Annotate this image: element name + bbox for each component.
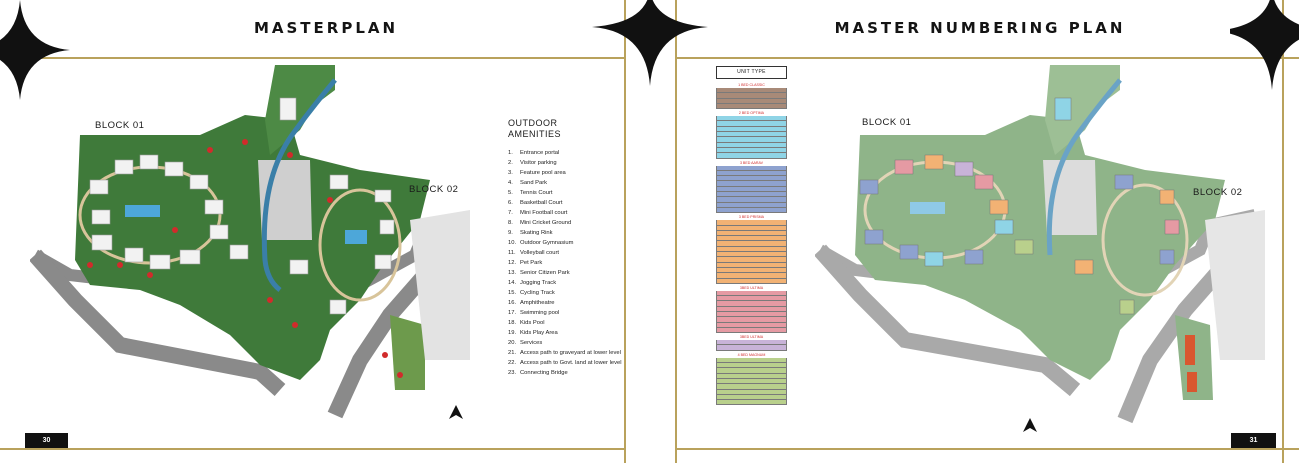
masterplan-map (30, 60, 480, 420)
frame-top-line-right (675, 57, 1299, 59)
frame-top-line-left (0, 57, 626, 59)
legend-swatch (716, 400, 787, 405)
list-item: 19. Kids Play Area (508, 329, 558, 336)
list-item: 10. Outdoor Gymnasium (508, 239, 574, 246)
list-item: 22. Access path to Govt. land at lower level (508, 359, 622, 366)
amenities-heading: OUTDOOR AMENITIES (508, 118, 562, 139)
list-item: 23. Connecting Bridge (508, 369, 568, 376)
page-number: 30 (25, 433, 68, 448)
star-decoration-icon (590, 0, 710, 90)
list-item: 4. Sand Park (508, 179, 548, 186)
legend-group (716, 286, 787, 333)
legend-group-title: 3 BED AARAV (739, 160, 764, 165)
list-item: 16. Amphitheatre (508, 299, 555, 306)
list-item: 20. Services (508, 339, 543, 346)
list-item: 13. Senior Citizen Park (508, 269, 570, 276)
list-item: 1. Entrance portal (508, 149, 560, 156)
north-arrow-icon (449, 405, 463, 419)
frame-bottom-line-right (675, 448, 1299, 450)
legend-group-title: 2 BED OPTIMA (738, 111, 765, 116)
north-arrow-icon (1023, 418, 1037, 432)
list-item: 7. Mini Football court (508, 209, 568, 216)
list-item: 8. Mini Cricket Ground (508, 219, 572, 226)
legend-group (716, 215, 787, 284)
legend-swatch (716, 104, 787, 109)
list-item: 21. Access path to graveyard at lower level (508, 349, 621, 356)
legend-group (716, 111, 787, 158)
legend-header: UNIT TYPE (716, 66, 787, 79)
block-01-label: BLOCK 01 (95, 120, 145, 131)
legend-group-title: 3 BED PRISMA (738, 215, 765, 220)
legend-groups (716, 83, 787, 405)
frame-bottom-line-left (0, 448, 626, 450)
legend-swatch (716, 153, 787, 158)
legend-group (716, 83, 787, 109)
list-item: 9. Skating Rink (508, 229, 553, 236)
outdoor-amenities-list (508, 118, 628, 378)
list-item: 17. Swimming pool (508, 309, 560, 316)
list-item: 14. Jogging Track (508, 279, 557, 286)
amenities-items (508, 148, 628, 378)
list-item: 11. Volleyball court (508, 249, 559, 256)
legend-group (716, 161, 787, 214)
list-item: 5. Tennis Court (508, 189, 553, 196)
block-01-label: BLOCK 01 (862, 117, 912, 128)
legend-group (716, 335, 787, 351)
legend-group-title: 3BED ULTIMA (739, 285, 764, 290)
list-item: 3. Feature pool area (508, 169, 566, 176)
legend-swatch (716, 208, 787, 213)
page-number: 31 (1231, 433, 1276, 448)
list-item: 2. Visitor parking (508, 159, 557, 166)
list-item: 6. Basketball Court (508, 199, 563, 206)
legend-group (716, 353, 787, 406)
legend-swatch (716, 345, 787, 350)
legend-group-title: 1 BED CLASSIC (738, 83, 765, 87)
legend-group-title: 4 BED MAGNUM (737, 352, 766, 357)
block-02-label: BLOCK 02 (409, 184, 459, 195)
list-item: 12. Pet Park (508, 259, 543, 266)
legend-swatch (716, 279, 787, 284)
list-item: 18. Kids Pool (508, 319, 545, 326)
block-02-label: BLOCK 02 (1193, 187, 1243, 198)
page-title: MASTER NUMBERING PLAN (834, 19, 1126, 37)
unit-type-legend (716, 66, 787, 407)
legend-swatch (716, 328, 787, 333)
list-item: 15. Cycling Track (508, 289, 555, 296)
page-title: MASTERPLAN (253, 19, 399, 37)
legend-group-title: 3BED ULTIMA (739, 335, 764, 340)
